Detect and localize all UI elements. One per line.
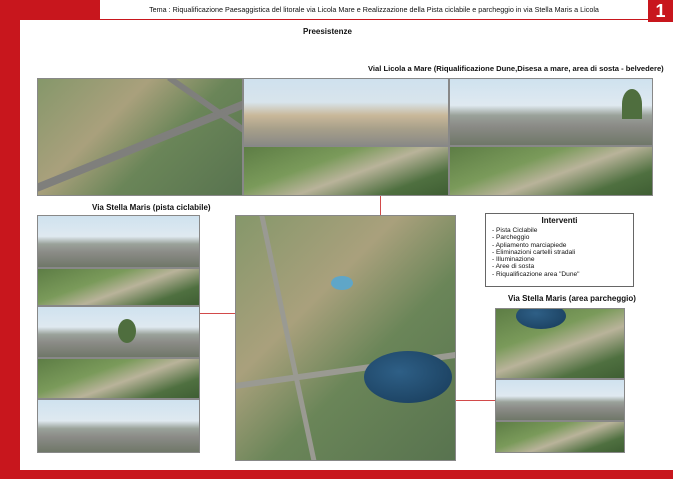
section-heading: Preesistenze [303, 27, 352, 36]
aerial-photo-licola [37, 78, 243, 196]
beach-dune-photo [243, 78, 449, 146]
red-frame-left [0, 0, 20, 479]
red-frame-bottom [0, 470, 673, 479]
interventi-title: Interventi [541, 216, 578, 225]
list-item: - Parcheggio [492, 234, 530, 242]
list-item: - Apliamento marciapiede [492, 241, 567, 249]
list-item: - Eliminazioni cartelli stradali [492, 248, 576, 256]
interventi-list [492, 227, 627, 278]
red-frame-top [0, 0, 100, 20]
parking-area-aerial-photo [495, 308, 625, 379]
parking-area-aerial-photo-2 [495, 421, 625, 453]
seafront-road-photo [449, 78, 653, 146]
central-aerial-photo [235, 215, 456, 461]
connector-line [380, 196, 381, 215]
connector-line [456, 400, 495, 401]
interventi-box [485, 213, 634, 287]
stella-maris-street-photo-2 [37, 306, 200, 358]
page-number: 1 [648, 0, 673, 22]
top-caption: Vial Licola a Mare (Riqualificazione Dune,Disesa a mare, area di sosta - belvedere) [368, 64, 664, 73]
parking-area-street-photo [495, 379, 625, 421]
stella-maris-street-photo-1 [37, 215, 200, 268]
connector-line [200, 313, 235, 314]
aerial-coast-photo-2 [449, 146, 653, 196]
left-caption: Via Stella Maris (pista ciclabile) [92, 203, 211, 212]
list-item: - Illuminazione [492, 256, 535, 264]
aerial-coast-photo-1 [243, 146, 449, 196]
list-item: - Aree di sosta [492, 263, 535, 271]
page-title: Tema : Riqualificazione Paesaggistica del litorale via Licola Mare e Realizzazione della Pista ciclabile e parcheggio in via Stella Maris a Licola [100, 0, 648, 20]
stella-maris-street-photo-3 [37, 399, 200, 453]
stella-maris-aerial-photo-1 [37, 268, 200, 306]
stella-maris-aerial-photo-2 [37, 358, 200, 399]
list-item: - Riqualificazione area "Dune" [492, 270, 580, 278]
right-caption: Via Stella Maris (area parcheggio) [508, 294, 636, 303]
list-item: - Pista Ciclabile [492, 227, 538, 234]
